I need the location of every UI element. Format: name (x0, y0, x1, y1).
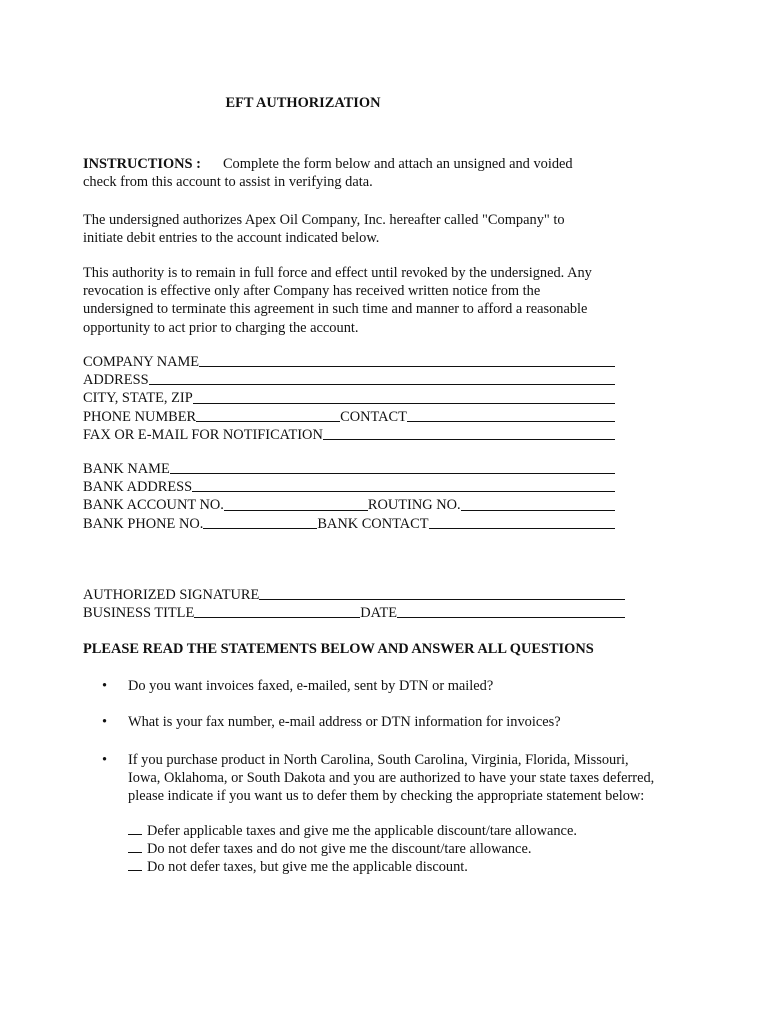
address-label: ADDRESS (83, 372, 149, 389)
tax-option-2[interactable] (128, 840, 648, 858)
bank-phone-contact-field[interactable] (83, 515, 615, 533)
tax-option-3[interactable] (128, 858, 648, 876)
business-title-blank[interactable] (194, 604, 360, 618)
contact-blank[interactable] (407, 408, 615, 422)
bank-address-blank[interactable] (192, 478, 615, 492)
phone-number-blank[interactable] (196, 408, 340, 422)
bank-address-label: BANK ADDRESS (83, 479, 193, 496)
signature-blank[interactable] (259, 586, 625, 600)
date-label: DATE (360, 605, 398, 622)
company-name-blank[interactable] (199, 353, 615, 367)
date-blank[interactable] (397, 604, 625, 618)
bullet-icon: • (102, 714, 108, 730)
bank-account-blank[interactable] (224, 496, 368, 510)
city-state-zip-blank[interactable] (193, 389, 615, 403)
authorization-line-2: initiate debit entries to the account indicated below. (83, 230, 380, 247)
routing-label: ROUTING NO. (367, 497, 461, 514)
bank-phone-label: BANK PHONE NO. (83, 515, 204, 532)
question-3 (83, 751, 683, 806)
question-3-line-3: please indicate if you want us to defer them by checking the appropriate statement below: (128, 788, 645, 805)
tax-options (128, 822, 648, 877)
routing-blank[interactable] (461, 496, 615, 510)
title-date-field[interactable] (83, 604, 625, 622)
question-1-text: Do you want invoices faxed, e-mailed, sent by DTN or mailed? (128, 678, 494, 694)
bank-name-label: BANK NAME (83, 461, 170, 477)
bank-contact-blank[interactable] (429, 515, 615, 529)
instructions-block (83, 155, 643, 191)
revocation-line-1: This authority is to remain in full force and effect until revoked by the undersigned. Any (83, 265, 592, 281)
address-field[interactable] (83, 371, 615, 389)
bank-address-field[interactable] (83, 478, 615, 496)
signature-field[interactable] (83, 586, 625, 604)
address-blank[interactable] (149, 371, 615, 385)
instructions-line-2: check from this account to assist in verifying data. (83, 174, 373, 191)
instructions-line-1: Complete the form below and attach an unsigned and voided (222, 156, 573, 172)
bank-account-label: BANK ACCOUNT NO. (83, 497, 224, 514)
checkbox-blank[interactable] (128, 858, 142, 871)
tax-option-2-text: Do not defer taxes and do not give me the discount/tare allowance. (147, 841, 532, 858)
instructions-label: INSTRUCTIONS : (83, 156, 201, 172)
tax-option-1[interactable] (128, 822, 648, 840)
bank-contact-label: BANK CONTACT (317, 515, 429, 532)
checkbox-blank[interactable] (128, 822, 142, 835)
questions-list-3 (83, 751, 683, 806)
city-state-zip-field[interactable] (83, 389, 615, 407)
tax-option-3-text: Do not defer taxes, but give me the applicable discount. (147, 859, 468, 876)
questions-list (83, 677, 683, 695)
revocation-line-4: opportunity to act prior to charging the account. (83, 319, 359, 336)
questions-list-2 (83, 713, 683, 731)
question-3-line-2: Iowa, Oklahoma, or South Dakota and you are authorized to have your state taxes deferred, (128, 770, 655, 787)
company-info-section (83, 353, 615, 444)
signature-section (83, 586, 625, 622)
revocation-line-2: revocation is effective only after Company has received written notice from the (83, 283, 541, 300)
checkbox-blank[interactable] (128, 840, 142, 853)
form-title: EFT AUTHORIZATION (225, 95, 381, 111)
phone-number-label: PHONE NUMBER (83, 408, 197, 425)
tax-option-1-text: Defer applicable taxes and give me the applicable discount/tare allowance. (147, 823, 577, 839)
phone-contact-field[interactable] (83, 408, 615, 426)
question-3-line-1: If you purchase product in North Carolina, South Carolina, Virginia, Florida, Missouri, (128, 752, 629, 768)
question-2 (83, 713, 683, 731)
bank-phone-blank[interactable] (203, 515, 317, 529)
bank-info-section (83, 460, 615, 533)
city-state-zip-label: CITY, STATE, ZIP (83, 390, 193, 407)
signature-label: AUTHORIZED SIGNATURE (83, 587, 260, 603)
bank-name-field[interactable] (83, 460, 615, 478)
contact-label: CONTACT (340, 408, 407, 425)
revocation-paragraph (83, 264, 643, 337)
question-1 (83, 677, 683, 695)
question-2-text: What is your fax number, e-mail address or DTN information for invoices? (128, 714, 561, 730)
fax-email-field[interactable] (83, 426, 615, 444)
questions-heading: PLEASE READ THE STATEMENTS BELOW AND ANSWER ALL QUESTIONS (83, 641, 594, 657)
business-title-label: BUSINESS TITLE (83, 605, 195, 622)
bank-name-blank[interactable] (170, 460, 615, 474)
bullet-icon: • (102, 752, 108, 768)
account-routing-field[interactable] (83, 496, 615, 514)
company-name-label: COMPANY NAME (83, 354, 200, 370)
fax-email-label: FAX OR E-MAIL FOR NOTIFICATION (83, 426, 323, 443)
revocation-line-3: undersigned to terminate this agreement in such time and manner to afford a reasonable (83, 301, 588, 318)
company-name-field[interactable] (83, 353, 615, 371)
fax-email-blank[interactable] (323, 426, 615, 440)
bullet-icon: • (102, 678, 108, 694)
authorization-paragraph (83, 211, 643, 247)
authorization-line-1: The undersigned authorizes Apex Oil Company, Inc. hereafter called "Company" to (83, 212, 565, 228)
